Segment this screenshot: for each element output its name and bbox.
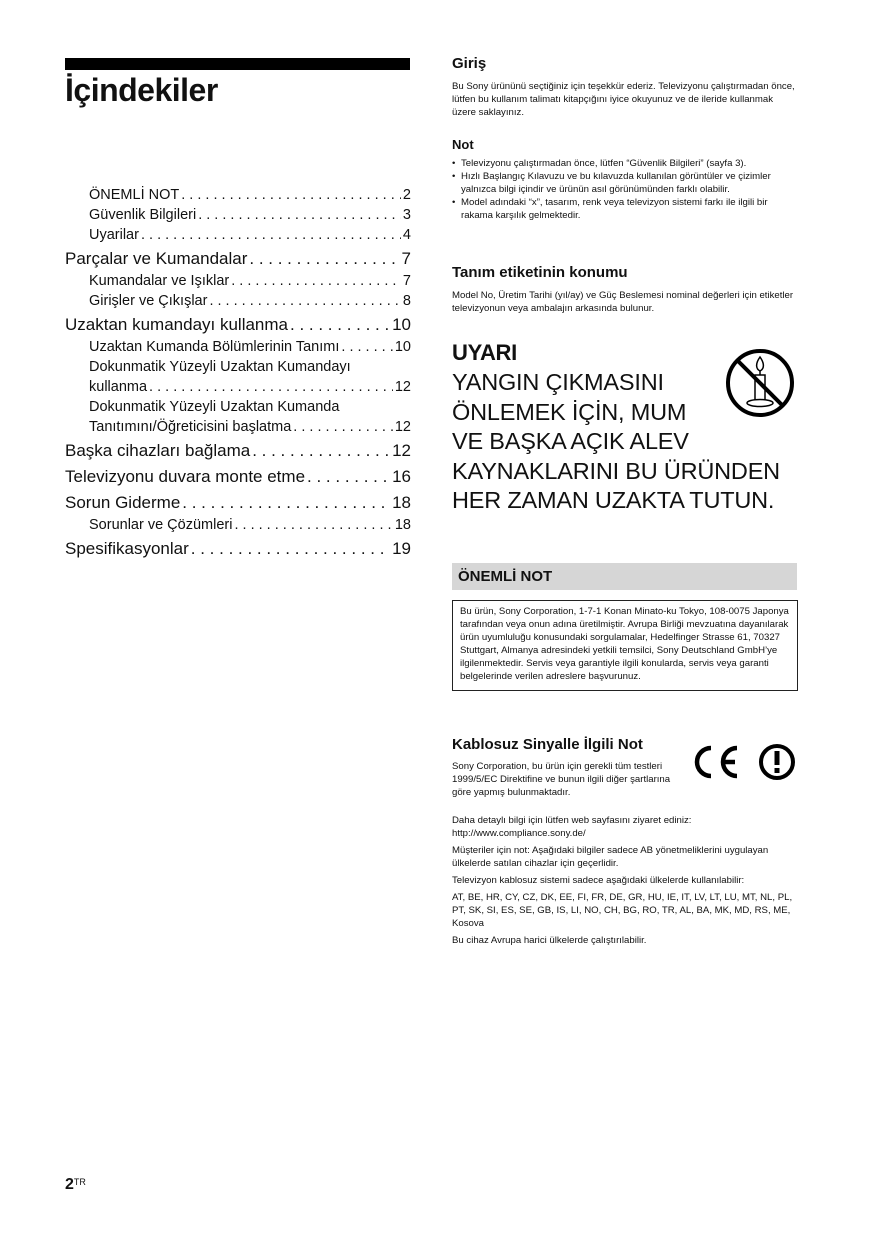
- toc-entry-line1[interactable]: Dokunmatik Yüzeyli Uzaktan Kumandayı: [89, 359, 351, 375]
- onemli-heading: ÖNEMLİ NOT: [458, 568, 553, 585]
- list-item: • Hızlı Başlangıç Kılavuzu ve bu kılavuzda kullanılan görüntüler ve çizimler yalnızca bilgi içindir ve ürünün asıl görünümünden farklı olabilir.: [452, 170, 798, 196]
- paragraph: Televizyon kablosuz sistemi sadece aşağıdaki ülkelerde kullanılabilir:: [452, 875, 745, 886]
- paragraph: Daha detaylı bilgi için lütfen web sayfasını ziyaret ediniz: http://www.compliance.sony.de/: [452, 815, 692, 839]
- toc-entry[interactable]: Uyarilar . . . 4: [65, 225, 411, 245]
- warning-line: VE BAŞKA AÇIK ALEV: [452, 428, 689, 454]
- warning-line: YANGIN ÇIKMASINI: [452, 369, 664, 395]
- list-item: • Model adındaki “x”, tasarım, renk veya televizyon sistemi farkı ile ilgili bir rakama karşılık gelmektedir.: [452, 196, 798, 222]
- toc-entry[interactable]: ÖNEMLİ NOT . . . 2: [65, 185, 411, 205]
- paragraph: Müşteriler için not: Aşağıdaki bilgiler sadece AB yönetmeliklerini uygulayan ülkelerde satılan cihazlar için geçerlidir.: [452, 845, 769, 869]
- not-list: [452, 157, 798, 222]
- warning-line: ÖNLEMEK İÇİN, MUM: [452, 398, 687, 425]
- toc-entry[interactable]: kullanma . . . 12: [65, 377, 411, 397]
- toc-entry[interactable]: Başka cihazları bağlama . . . 12: [65, 439, 411, 463]
- toc-entry[interactable]: Parçalar ve Kumandalar . . . 7: [65, 247, 411, 271]
- alert-mark-icon: [758, 743, 796, 781]
- paragraph: AT, BE, HR, CY, CZ, DK, EE, FI, FR, DE, GR, HU, IE, IT, LV, LT, LU, MT, NL, PL, PT, SK, SI, ES, SE, GB, IS, LI, NO, CH, BG, RO, TR, AL, BA, MK, MD, RS, ME, Kosova: [452, 892, 793, 929]
- giris-heading: Giriş: [452, 55, 487, 72]
- paragraph: Bu cihaz Avrupa harici ülkelerde çalıştırılabilir.: [452, 935, 647, 946]
- toc-entry[interactable]: Sorun Giderme . . . 18: [65, 491, 411, 515]
- page-number: $2^{TR}$: [65, 1176, 86, 1193]
- toc-header-bar: [65, 58, 410, 70]
- toc-entry[interactable]: Televizyonu duvara monte etme . . . 16: [65, 465, 411, 489]
- kablosuz-details: [452, 814, 798, 951]
- onemli-box-text: Bu ürün, Sony Corporation, 1-7-1 Konan Minato-ku Tokyo, 108-0075 Japonya tarafından veya onun adına üretilmiştir. Avrupa Birliği mevzuatına dayanılarak ürün uyumluluğu konusundaki sorgulamalar, Hedelfinger Strasse 61, 70327 Stuttgart, Almanya adresindeki yetkili temsilci, Sony Deutschland GmbH’ye ilgilenmektedir. Servis veya garantiyle ilgili konularda, servis veya garanti belgelerinde verilen adreslere başvurunuz.: [452, 600, 798, 691]
- toc-entry[interactable]: Spesifikasyonlar . . . 19: [65, 537, 411, 561]
- giris-text: Bu Sony ürününü seçtiğiniz için teşekkür ederiz. Televizyonu çalıştırmadan önce, lütfen bu kullanım talimatı kitapçığını iyice okuyunuz ve de ileride kullanmak üzere saklayınız.: [452, 81, 795, 118]
- toc-entry[interactable]: Girişler ve Çıkışlar . . . 8: [65, 291, 411, 311]
- toc-entry[interactable]: Tanıtımını/Öğreticisini başlatma . . . 12: [65, 417, 411, 437]
- toc-entry[interactable]: Uzaktan kumandayı kullanma . . . 10: [65, 313, 411, 337]
- language-code: TR: [73, 1177, 86, 1187]
- kablosuz-heading: Kablosuz Sinyalle İlgili Not: [452, 736, 643, 753]
- warning-line: KAYNAKLARINI BU ÜRÜNDEN: [452, 457, 780, 484]
- table-of-contents: [65, 185, 411, 561]
- warning-heading: UYARI: [452, 340, 517, 365]
- toc-title: İçindekiler: [65, 72, 218, 108]
- no-candle-icon: [724, 347, 796, 419]
- ce-mark-icon: [689, 744, 741, 780]
- toc-entry[interactable]: Güvenlik Bilgileri . . . 3: [65, 205, 411, 225]
- toc-entry[interactable]: Uzaktan Kumanda Bölümlerinin Tanımı . . . 10: [65, 337, 411, 357]
- toc-entry[interactable]: Sorunlar ve Çözümleri . . . 18: [65, 515, 411, 535]
- not-heading: Not: [452, 137, 474, 152]
- warning-line: HER ZAMAN UZAKTA TUTUN.: [452, 487, 775, 513]
- kablosuz-text: Sony Corporation, bu ürün için gerekli tüm testleri 1999/5/EC Direktifine ve bunun ilgili diğer şartlarına göre yapmış bulunmaktadır.: [452, 761, 671, 798]
- list-item: • Televizyonu çalıştırmadan önce, lütfen “Güvenlik Bilgileri” (sayfa 3).: [452, 157, 798, 170]
- tanim-heading: Tanım etiketinin konumu: [452, 264, 628, 281]
- tanim-text: Model No, Üretim Tarihi (yıl/ay) ve Güç Beslemesi nominal değerleri için etiketler televizyonun veya ambalajın arkasında bulunur.: [452, 290, 794, 314]
- toc-entry-line1[interactable]: Dokunmatik Yüzeyli Uzaktan Kumanda: [89, 399, 340, 415]
- toc-entry[interactable]: Kumandalar ve Işıklar . . . 7: [65, 271, 411, 291]
